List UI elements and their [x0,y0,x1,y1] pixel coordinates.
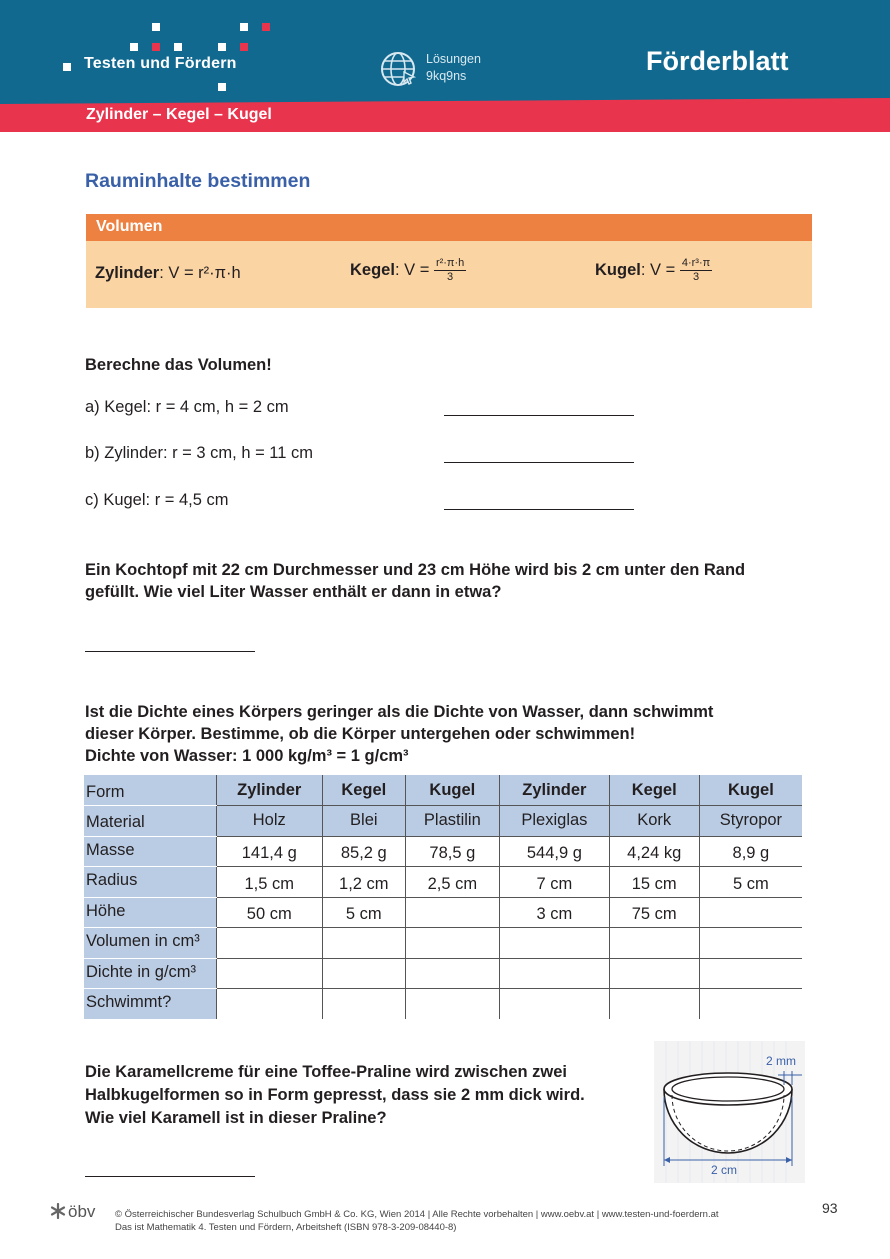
section-title: Rauminhalte bestimmen [85,170,311,192]
table-input-cell[interactable] [216,989,323,1020]
table-input-cell[interactable] [216,928,323,959]
table-row-masse [84,836,802,867]
answer-line-b[interactable] [444,462,634,463]
fraction-numerator: r²·π·h [435,257,465,269]
footer-line2: Das ist Mathematik 4. Testen und Fördern, Arbeitsheft (ISBN 978-3-209-08440-8) [115,1222,457,1233]
footer-copyright [115,1208,719,1234]
table-input-cell[interactable] [500,958,610,989]
table-cell: 1,2 cm [323,867,406,898]
fraction-numerator: 4·r³·π [681,257,711,269]
table-cell: 5 cm [323,897,406,928]
table-input-cell[interactable] [609,989,699,1020]
loesungen-label: Lösungen [426,52,481,66]
table-input-cell[interactable] [216,958,323,989]
table-cell: Plexiglas [500,806,610,837]
table-cell: 4,24 kg [609,836,699,867]
table-cell [405,897,500,928]
fraction-denominator: 3 [692,271,700,283]
table-cell: Holz [216,806,323,837]
publisher-logo-text: öbv [68,1202,96,1221]
table-cell: 15 cm [609,867,699,898]
table-cell: Zylinder [500,775,610,806]
table-cell: 2,5 cm [405,867,500,898]
hemisphere-figure [654,1041,805,1183]
task1-item-c: c) Kugel: r = 4,5 cm [85,491,229,509]
table-cell: Blei [323,806,406,837]
table-cell: 7 cm [500,867,610,898]
table-cell [699,897,802,928]
task2-line1: Ein Kochtopf mit 22 cm Durchmesser und 23 cm Höhe wird bis 2 cm unter den Rand [85,561,746,579]
table-input-cell[interactable] [323,928,406,959]
table-cell: Zylinder [216,775,323,806]
table-row-material [84,806,802,837]
table-input-cell[interactable] [699,989,802,1020]
footer-line1: © Österreichischer Bundesverlag Schulbuch GmbH & Co. KG, Wien 2014 | Alle Rechte vorbehalten | www.oebv.at | www.testen-und-foerdern.at [115,1209,719,1220]
fraction-denominator: 3 [447,271,454,283]
globe-icon[interactable] [380,50,418,88]
table-cell: 1,5 cm [216,867,323,898]
table-input-cell[interactable] [699,928,802,959]
table-cell: Styropor [699,806,802,837]
table-row-form [84,775,802,806]
task1-instruction: Berechne das Volumen! [85,356,272,374]
row-label: Höhe [84,897,216,928]
formula-kugel-prefix: : V = [640,260,676,279]
page-number: 93 [822,1200,838,1216]
table-input-cell[interactable] [405,958,500,989]
table-cell: 75 cm [609,897,699,928]
table-row-volumen [84,928,802,959]
task3-line3: Dichte von Wasser: 1 000 kg/m³ = 1 g/cm³ [85,747,409,765]
formula-kugel-name: Kugel [595,260,641,279]
figure-label-2cm: 2 cm [711,1163,738,1177]
row-label: Schwimmt? [84,989,216,1020]
density-table [84,775,802,1019]
table-cell: Plastilin [405,806,500,837]
table-input-cell[interactable] [609,928,699,959]
loesungen-link[interactable] [426,51,481,85]
task1-item-b: b) Zylinder: r = 3 cm, h = 11 cm [85,444,314,462]
table-cell: 85,2 g [323,836,406,867]
task4-line1: Die Karamellcreme für eine Toffee-Praline wird zwischen zwei [85,1063,568,1081]
answer-line-c[interactable] [444,509,634,510]
table-cell: 8,9 g [699,836,802,867]
table-cell: Kegel [323,775,406,806]
formula-zylinder [95,264,241,283]
row-label: Radius [84,867,216,898]
page-subtitle: Zylinder – Kegel – Kugel [86,106,272,123]
task3-line2: dieser Körper. Bestimme, ob die Körper untergehen oder schwimmen! [85,725,636,743]
task3-line1: Ist die Dichte eines Körpers geringer als die Dichte von Wasser, dann schwimmt [85,703,714,721]
table-cell: 3 cm [500,897,610,928]
task4-line3: Wie viel Karamell ist in dieser Praline? [85,1109,387,1127]
figure-label-2mm: 2 mm [766,1054,796,1068]
table-row-dichte [84,958,802,989]
table-input-cell[interactable] [500,989,610,1020]
row-label: Volumen in cm³ [84,928,216,959]
table-cell: 544,9 g [500,836,610,867]
loesungen-code: 9kq9ns [426,69,467,83]
formula-kegel-fraction [434,257,466,284]
table-input-cell[interactable] [405,989,500,1020]
formula-zylinder-expr: : V = r²·π·h [159,264,241,282]
row-label: Masse [84,836,216,867]
table-cell: Kugel [699,775,802,806]
table-cell: Kegel [609,775,699,806]
brand-name: Testen und Fördern [84,55,237,72]
table-input-cell[interactable] [699,958,802,989]
row-label: Dichte in g/cm³ [84,958,216,989]
task4-line2: Halbkugelformen so in Form gepresst, dass sie 2 mm dick wird. [85,1086,585,1104]
formula-kugel-fraction [680,257,712,284]
row-label: Form [84,775,216,806]
formula-zylinder-name: Zylinder [95,264,160,282]
answer-line-a[interactable] [444,415,634,416]
formula-kegel [350,257,466,284]
table-row-hoehe [84,897,802,928]
task1-item-a: a) Kegel: r = 4 cm, h = 2 cm [85,398,289,416]
answer-line-task4[interactable] [85,1176,255,1177]
table-cell: 5 cm [699,867,802,898]
table-input-cell[interactable] [609,958,699,989]
table-cell: 141,4 g [216,836,323,867]
row-label: Material [84,806,216,837]
table-cell: 78,5 g [405,836,500,867]
table-row-radius [84,867,802,898]
task2-line2: gefüllt. Wie viel Liter Wasser enthält er dann in etwa? [85,583,502,601]
table-cell: Kork [609,806,699,837]
table-cell: Kugel [405,775,500,806]
volume-box-heading: Volumen [86,214,812,241]
formula-kegel-prefix: : V = [394,260,430,279]
answer-line-task2[interactable] [85,651,255,652]
publisher-star-icon [50,1203,66,1219]
table-row-schwimmt [84,989,802,1020]
table-input-cell[interactable] [323,958,406,989]
formula-kegel-name: Kegel [350,260,395,279]
formula-kugel [595,257,712,284]
table-input-cell[interactable] [323,989,406,1020]
page-title: Förderblatt [646,46,789,76]
publisher-logo [50,1202,95,1222]
table-input-cell[interactable] [500,928,610,959]
table-cell: 50 cm [216,897,323,928]
table-input-cell[interactable] [405,928,500,959]
